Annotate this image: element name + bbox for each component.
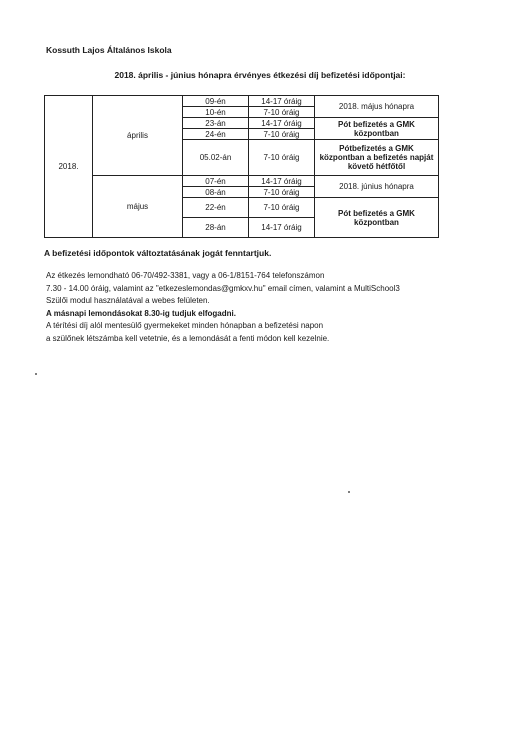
note-cell: 2018. június hónapra (315, 176, 439, 198)
time-cell: 7-10 óráig (249, 107, 315, 118)
info-line: a szülőnek létszámba kell vetetnie, és a lemondását a fenti módon kell kezelnie. (46, 333, 330, 343)
year-cell: 2018. (45, 96, 93, 238)
info-line: Szülői modul használatával a webes felületen. (46, 296, 210, 305)
table-row (45, 96, 439, 107)
note-cell: 2018. május hónapra (315, 96, 439, 118)
note-cell: Pótbefizetés a GMK központban a befizetés napját követő hétfőtől (315, 140, 439, 176)
info-line: Az étkezés lemondható 06-70/492-3381, vagy a 06-1/8151-764 telefonszámon (46, 271, 325, 280)
date-cell: 10-én (183, 107, 249, 118)
time-cell: 7-10 óráig (249, 187, 315, 198)
note-cell: Pót befizetés a GMK központban (315, 198, 439, 238)
time-cell: 7-10 óráig (249, 198, 315, 218)
month-cell-april: április (93, 96, 183, 176)
time-cell: 14-17 óráig (249, 176, 315, 187)
time-cell: 7-10 óráig (249, 129, 315, 140)
deadline-line: A másnapi lemondásokat 8.30-ig tudjuk elfogadni. (46, 308, 236, 318)
info-line: 7.30 - 14.00 óráig, valamint az "etkezeslemondas@gmkxv.hu" email címen, valamint a MultiSchool3 (46, 283, 400, 293)
month-cell-may: május (93, 176, 183, 238)
date-cell: 28-án (183, 218, 249, 238)
info-block (46, 270, 486, 345)
time-cell: 14-17 óráig (249, 218, 315, 238)
info-line: A térítési díj alól mentesülő gyermekeket minden hónapban a befizetési napon (46, 321, 324, 330)
date-cell: 08-án (183, 187, 249, 198)
notice-text: A befizetési időpontok változtatásának jogát fenntartjuk. (44, 248, 272, 258)
time-cell: 14-17 óráig (249, 118, 315, 129)
table-row (45, 176, 439, 187)
date-cell: 05.02-án (183, 140, 249, 176)
date-cell: 22-én (183, 198, 249, 218)
school-name: Kossuth Lajos Általános Iskola (46, 45, 172, 55)
note-cell: Pót befizetés a GMK központban (315, 118, 439, 140)
time-cell: 14-17 óráig (249, 96, 315, 107)
payment-schedule-table (44, 95, 439, 238)
date-cell: 07-én (183, 176, 249, 187)
date-cell: 23-án (183, 118, 249, 129)
date-cell: 09-én (183, 96, 249, 107)
document-title: 2018. április - június hónapra érvényes étkezési díj befizetési időpontjai: (114, 70, 406, 80)
scan-speck (35, 373, 37, 375)
time-cell: 7-10 óráig (249, 140, 315, 176)
date-cell: 24-én (183, 129, 249, 140)
scan-speck (348, 491, 350, 493)
